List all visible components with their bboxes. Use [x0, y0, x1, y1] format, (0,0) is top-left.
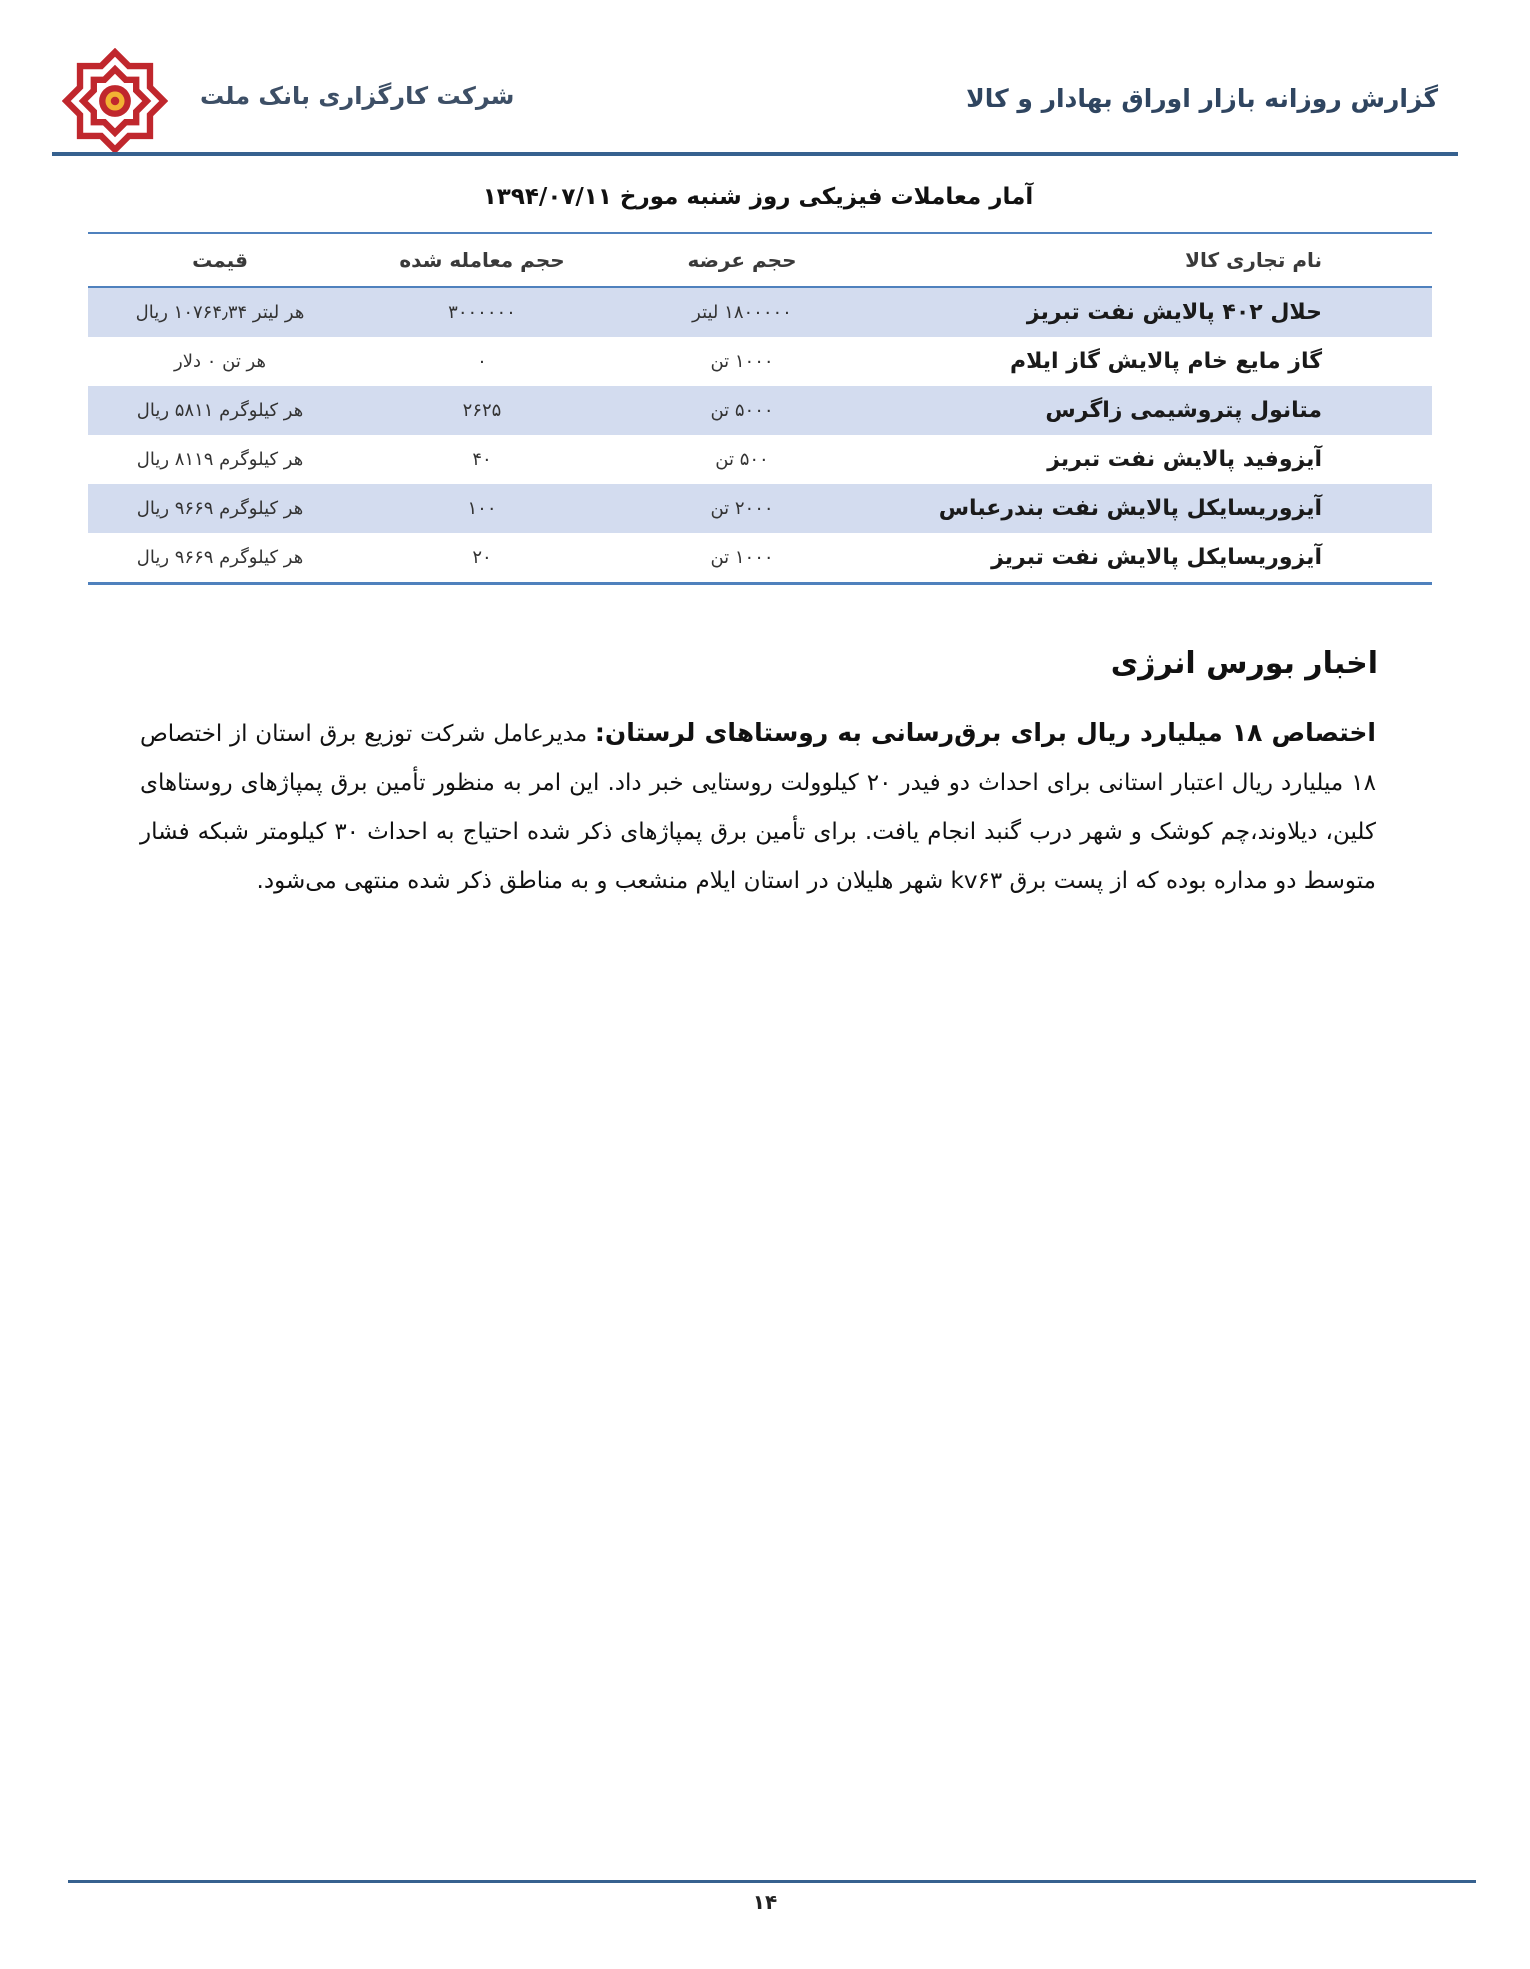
header-traded-volume: حجم معامله شده [352, 233, 612, 287]
header-commodity-name: نام تجاری کالا [872, 233, 1432, 287]
header-offer-volume: حجم عرضه [612, 233, 872, 287]
table-header-row [88, 233, 1432, 287]
page-number: ۱۴ [752, 1890, 778, 1914]
cell-traded-volume: ۴۰ [472, 449, 492, 470]
cell-commodity-name: آیزوریسایکل پالایش نفت بندرعباس [872, 484, 1432, 533]
cell-commodity-name: متانول پتروشیمی زاگرس [872, 386, 1432, 435]
cell-commodity-name: آیزوفید پالایش نفت تبریز [1047, 447, 1322, 472]
news-body: مدیرعامل شرکت توزیع برق استان از اختصاص ۱۸ میلیارد ریال اعتبار استانی برای احداث دو فیدر ۲۰ کیلوولت روستایی خبر داد. این امر به منظور تأمین برق پمپاژهای روستاهای کلین، دیلاوند،چم کوشک و شهر درب گنبد انجام یافت. برای تأمین برق پمپاژهای ذکر شده احتیاج به احداث ۳۰ کیلومتر شبکه فشار متوسط دو مداره بوده که از پست برق kv۶۳ شهر هلیلان در استان ایلام منشعب و به مناطق ذکر شده منتهی می‌شود. [140, 721, 1376, 894]
table-caption: آمار معاملات فیزیکی روز شنبه مورخ ۱۳۹۴/۰۷/۱۱ [482, 184, 1034, 210]
company-name: شرکت کارگزاری بانک ملت [200, 82, 515, 110]
cell-offer-volume: ۱۸۰۰۰۰۰ لیتر [612, 287, 872, 337]
section-title: اخبار بورس انرژی [1110, 646, 1378, 681]
cell-price: هر کیلوگرم ۸۱۱۹ ریال [136, 449, 304, 470]
table-row [88, 435, 1432, 484]
cell-price: هر کیلوگرم ۹۶۶۹ ریال [88, 533, 352, 584]
cell-commodity-name: آیزوریسایکل پالایش نفت تبریز [872, 533, 1432, 584]
table-row [88, 386, 1432, 435]
news-paragraph [140, 708, 1376, 906]
table-row [88, 533, 1432, 584]
cell-traded-volume: ۲۰ [352, 533, 612, 584]
cell-offer-volume: ۵۰۰۰ تن [612, 386, 872, 435]
cell-offer-volume: ۱۰۰۰ تن [612, 533, 872, 584]
physical-trades-table [88, 232, 1432, 585]
table-row [88, 337, 1432, 386]
table-row [88, 287, 1432, 337]
cell-offer-volume: ۲۰۰۰ تن [612, 484, 872, 533]
cell-price: هر تن ۰ دلار [174, 351, 266, 372]
page-header [0, 0, 1530, 160]
cell-offer-volume: ۵۰۰ تن [715, 449, 769, 470]
footer-divider [68, 1880, 1476, 1883]
cell-price: هر لیتر ۱۰۷۶۴٫۳۴ ریال [88, 287, 352, 337]
cell-offer-volume: ۱۰۰۰ تن [710, 351, 774, 372]
header-divider [52, 152, 1458, 156]
header-price: قیمت [88, 233, 352, 287]
bank-mellat-logo-icon [62, 48, 168, 154]
report-title: گزارش روزانه بازار اوراق بهادار و کالا [966, 84, 1438, 113]
news-headline: اختصاص ۱۸ میلیارد ریال برای برق‌رسانی به روستاهای لرستان: [594, 718, 1376, 747]
cell-commodity-name: حلال ۴۰۲ پالایش نفت تبریز [872, 287, 1432, 337]
cell-traded-volume: ۳۰۰۰۰۰۰ [352, 287, 612, 337]
cell-traded-volume: ۱۰۰ [352, 484, 612, 533]
cell-price: هر کیلوگرم ۵۸۱۱ ریال [88, 386, 352, 435]
table-row [88, 484, 1432, 533]
cell-commodity-name: گاز مایع خام پالایش گاز ایلام [1009, 349, 1322, 374]
cell-price: هر کیلوگرم ۹۶۶۹ ریال [88, 484, 352, 533]
cell-traded-volume: ۰ [477, 351, 487, 372]
cell-traded-volume: ۲۶۲۵ [352, 386, 612, 435]
